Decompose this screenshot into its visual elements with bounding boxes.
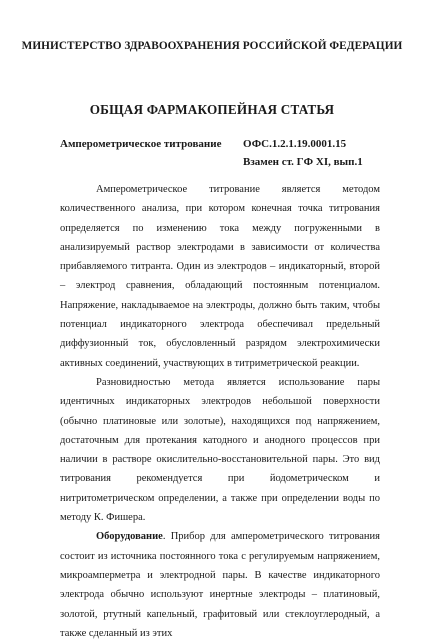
article-title: Амперометрическое титрование [60,138,222,150]
article-body [60,180,380,643]
equipment-heading: Оборудование [96,531,163,543]
equipment-text: . Прибор для амперометрического титрования состоит из источника постоянного тока с регулируемым напряжением, микроамперметра и электродной пары. В качестве индикаторного электрода обычно используют инертные электроды – платиновый, золотой, ртутный капельный, графитовый или стеклоуглеродный, а также сделанный из этих [60,531,380,639]
paragraph-3 [60,527,380,643]
paragraph-2: Разновидностью метода является использование пары идентичных индикаторных электродов небольшой поверхности (обычно платиновые или золотые), находящихся под напряжением, достаточным для протекания катодного и анодного процессов при наличии в растворе окислительно-восстановительной пары. Это вид титрования рекомендуется при йодометрическом и нитритометрическом определении, а также при определении воды по методу К. Фишера. [60,376,380,524]
article-code: ОФС.1.2.1.19.0001.15 [243,138,347,150]
ministry-header: МИНИСТЕРСТВО ЗДРАВООХРАНЕНИЯ РОССИЙСКОЙ ФЕДЕРАЦИИ [21,40,403,52]
paragraph-1: Амперометрическое титрование является методом количественного анализа, при котором конечная точка титрования определяется по изменению тока между погруженными в анализируемый раствор электродами в зависимости от количества прибавляемого титранта. Один из электродов – индикаторный, второй – электрод сравнения, обладающий постоянным потенциалом. Напряжение, накладываемое на электроды, должно быть таким, чтобы потенциал индикаторного электрода обеспечивал предельный диффузионный ток, обусловленный разрядом электрохимически активных соединений, участвующих в титриметрической реакции. [60,184,380,369]
document-type-title: ОБЩАЯ ФАРМАКОПЕЙНАЯ СТАТЬЯ [89,102,335,117]
replaces-note: Взамен ст. ГФ XI, вып.1 [243,156,363,168]
